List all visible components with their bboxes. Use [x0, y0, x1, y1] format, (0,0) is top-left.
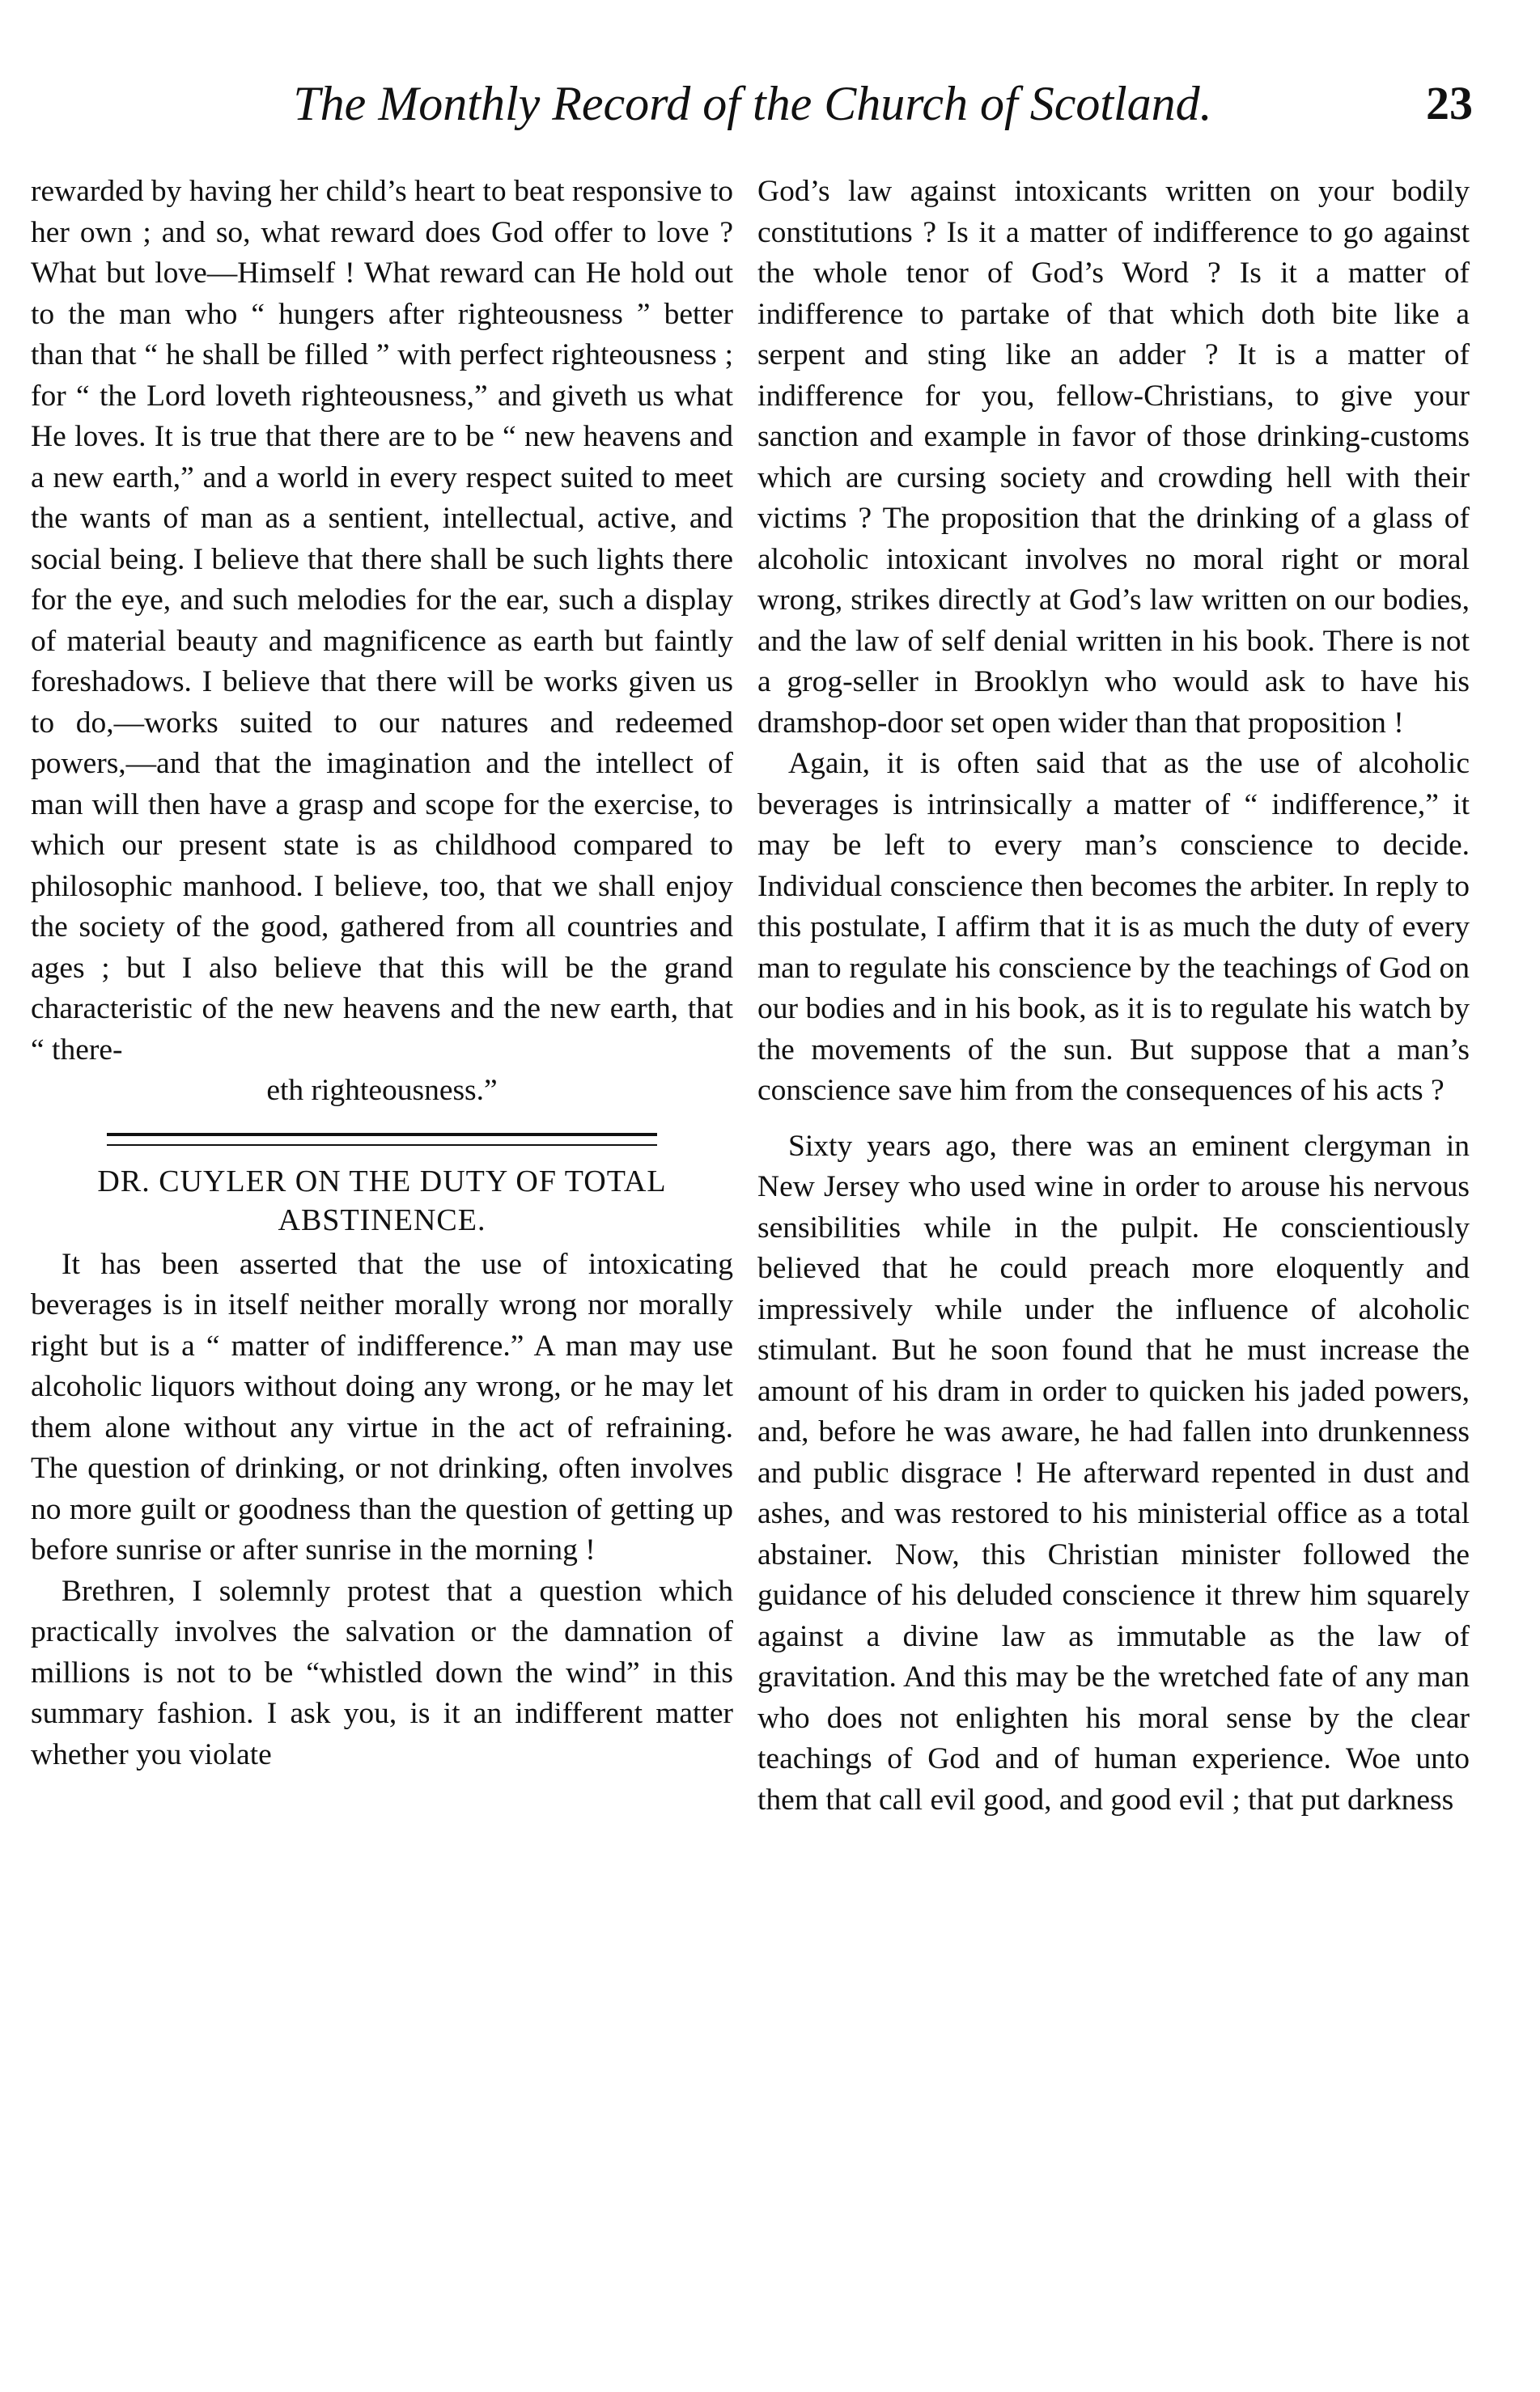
page-number: 23 — [1426, 77, 1473, 129]
article-title: DR. CUYLER ON THE DUTY OF TOTAL ABSTINENCE. — [97, 1164, 667, 1237]
left-column — [31, 172, 733, 1775]
paragraph-indifference: It has been asserted that the use of intoxicating beverages is in itself neither morally wrong nor morally right but is a “ matter of indifference.” A man may use alcoholic liquors without doing any wrong, or he may let them alone without any virtue in the act of refraining. The question of drinking, or not drinking, often involves no more guilt or goodness than the question of getting up before sunrise or after sunrise in the morning ! — [31, 1247, 733, 1567]
running-title: The Monthly Record of the Church of Scotland. — [293, 77, 1212, 130]
paragraph-protest: Brethren, I solemnly protest that a question which practically involves the salvation or the damnation of millions is not to be “whistled down the wind” in this summary fashion. I ask you, is it an indifferent matter whether you violate — [31, 1574, 733, 1771]
section-divider — [107, 1133, 657, 1146]
paragraph-gods-law: God’s law against intoxicants written on your bodily constitutions ? Is it a matter of indifference to go against the whole tenor of God’s Word ? Is it a matter of indifference to partake of that which doth bite like a serpent and sting like an adder ? It is a matter of indifference for you, fellow-Christians, to give your sanction and example in favor of those drinking-customs which are cursing society and crowding hell with their victims ? The proposition that the drinking of a glass of alcoholic intoxicant involves no moral right or moral wrong, strikes directly at God’s law written on our bodies, and the law of self denial written in his book. There is not a grog-seller in Brooklyn who would ask to have his dramshop-door set open wider than that proposition ! — [757, 175, 1470, 740]
paragraph-righteousness: rewarded by having her child’s heart to beat responsive to her own ; and so, what reward does God offer to love ? What but love—Himself ! What reward can He hold out to the man who “ hungers after righteousness ” better than that “ he shall be filled ” with perfect righteousness ; for “ the Lord loveth righteousness,” and giveth us what He loves. It is true that there are to be “ new heavens and a new earth,” and a world in every respect suited to meet the wants of man as a sentient, intellectual, active, and social being. I believe that there shall be such lights there for the eye, and such melodies for the ear, such a display of material beauty and magnificence as earth but faintly foreshadows. I believe that there will be works given us to do,—works suited to our natures and redeemed powers,—and that the imagination and the intellect of man will then have a grasp and scope for the exercise, to which our present state is as childhood compared to philosophic manhood. I believe, too, that we shall enjoy the society of the good, gathered from all countries and ages ; but I also believe that this will be the grand characteristic of the new heavens and the new earth, that “ there- — [31, 175, 733, 1067]
right-column — [757, 172, 1470, 1821]
page-header — [32, 63, 1473, 144]
paragraph-closing-line: eth righteousness.” — [266, 1074, 498, 1107]
paragraph-conscience: Again, it is often said that as the use of alcoholic beverages is intrinsically a matter of “ indifference,” it may be left to every man’s conscience to decide. Individual conscience then becomes the arbiter. In reply to this postulate, I affirm that it is as much the duty of every man to regulate his conscience by the teachings of God on our bodies and in his book, as it is to regulate his watch by the movements of the sun. But suppose that a man’s conscience save him from the consequences of his acts ? — [757, 747, 1470, 1107]
paragraph-clergyman: Sixty years ago, there was an eminent clergyman in New Jersey who used wine in order to arouse his nervous sensibilities while in the pulpit. He conscientiously believed that he could preach more eloquently and impressively while under the influence of alcoholic stimulant. But he soon found that he must increase the amount of his dram in order to quicken his jaded powers, and, before he was aware, he had fallen into drunkenness and public disgrace ! He afterward repented in dust and ashes, and was restored to his ministerial office as a total abstainer. Now, this Christian minister followed the guidance of his deluded conscience it threw him squarely against a divine law as immutable as the law of gravitation. And this may be the wretched fate of any man who does not enlighten his moral sense by the clear teachings of God and of human experience. Woe unto them that call evil good, and good evil ; that put darkness — [757, 1129, 1470, 1817]
